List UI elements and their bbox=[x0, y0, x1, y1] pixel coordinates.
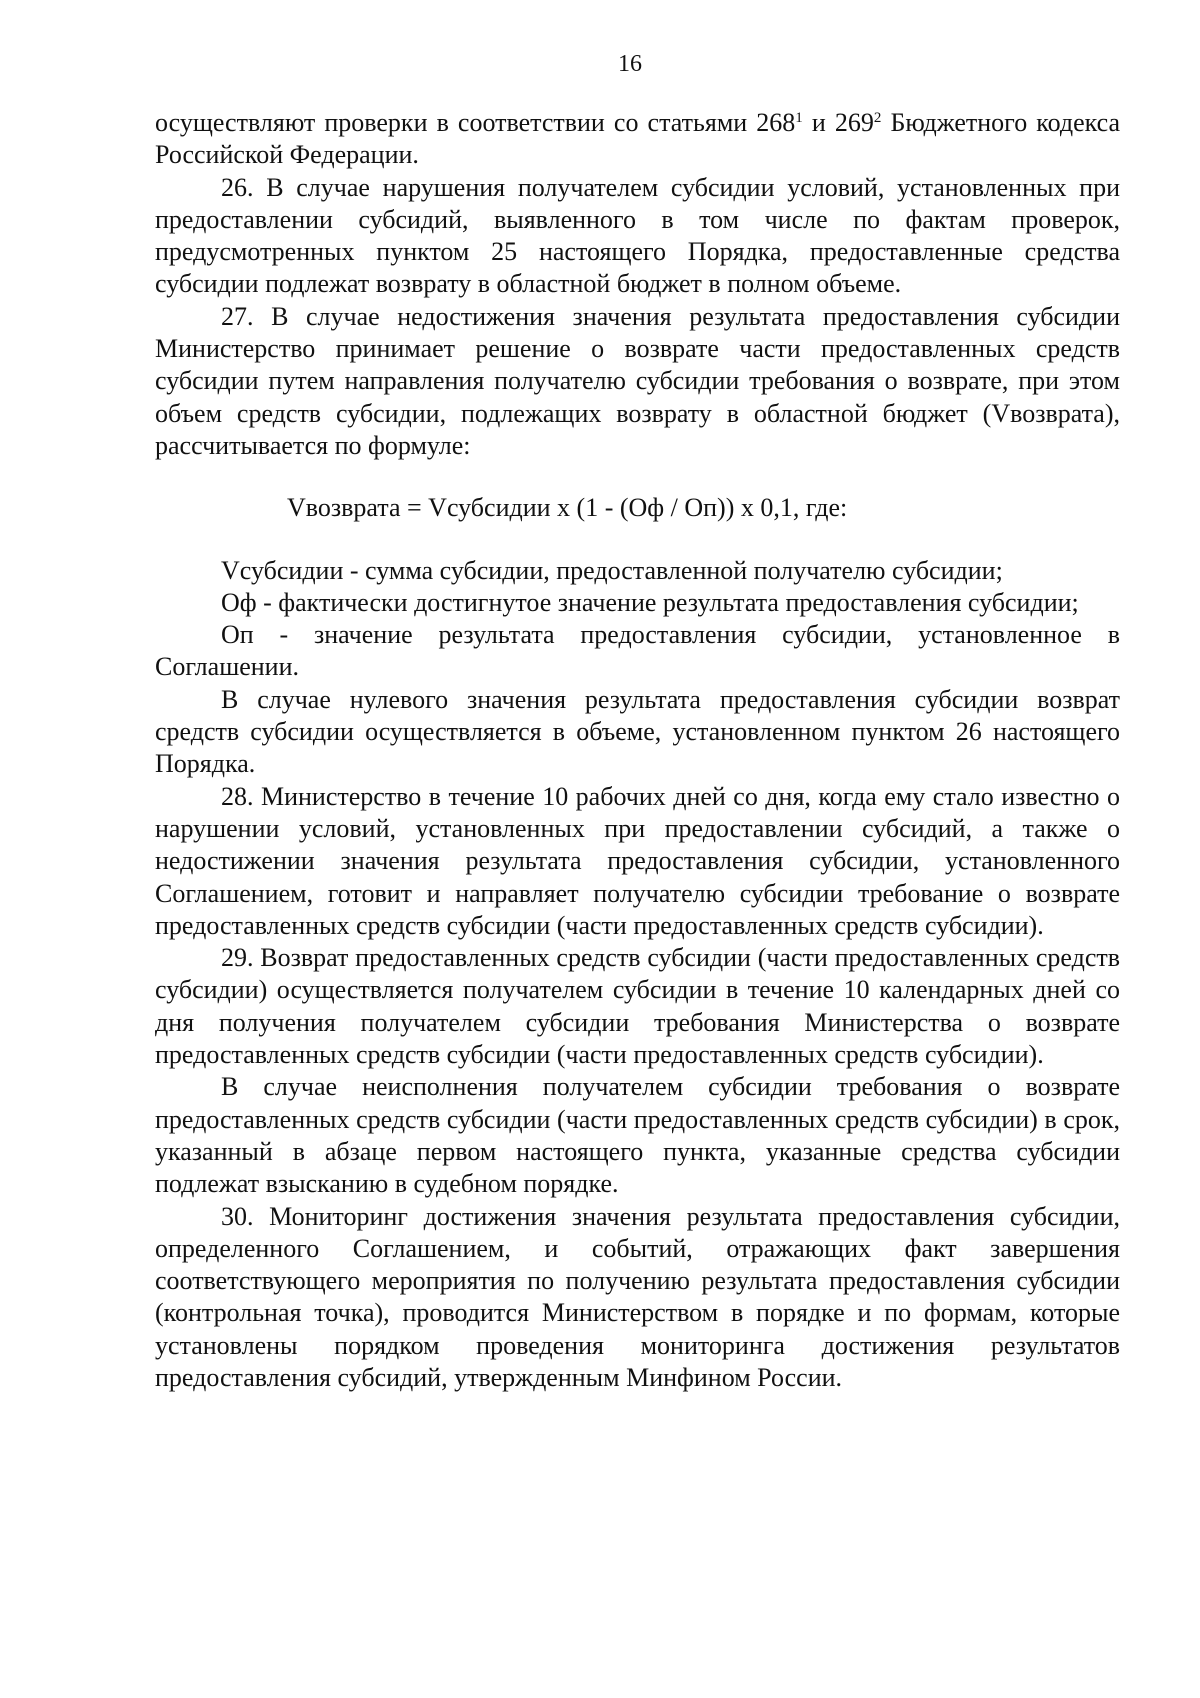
paragraph-29-second: В случае неисполнения получателем субсидии требования о возврате предоставленных средств субсидии (части предоставленных средств субсидии) в срок, указанный в абзаце первом настоящего пункта, указанные средства субсидии подлежат взысканию в судебном порядке. bbox=[155, 1072, 1120, 1199]
paragraph-30: 30. Мониторинг достижения значения результата предоставления субсидии, определенного Соглашением, и событий, отражающих факт завершения соответствующего мероприятия по получению результата предоставления субсидии (контрольная точка), проводится Министерством в порядке и по формам, которые установлены порядком проведения мониторинга достижения результатов предоставления субсидий, утвержденным Минфином России. bbox=[155, 1201, 1120, 1392]
page-number: 16 bbox=[618, 51, 642, 77]
definition-of: Оф - фактически достигнутое значение результата предоставления субсидии; bbox=[221, 587, 1079, 617]
formula: Vвозврата = Vсубсидии x (1 - (Оф / Оп)) x 0,1, где: bbox=[287, 493, 848, 523]
superscript-1: 1 bbox=[795, 110, 803, 126]
paragraph-29: 29. Возврат предоставленных средств субсидии (части предоставленных средств субсидии) осуществляется получателем субсидии в течение 10 календарных дней со дня получения получателем субсидии требования Министерства о возврате предоставленных средств субсидии (части предоставленных средств субсидии). bbox=[155, 943, 1120, 1070]
paragraph-zero-value: В случае нулевого значения результата предоставления субсидии возврат средств субсидии осуществляется в объеме, установленном пунктом 26 настоящего Порядка. bbox=[155, 684, 1120, 779]
definition-op: Оп - значение результата предоставления субсидии, установленное в Соглашении. bbox=[155, 620, 1120, 682]
superscript-2: 2 bbox=[873, 110, 882, 126]
definition-v-subsidii: Vсубсидии - сумма субсидии, предоставленной получателю субсидии; bbox=[221, 555, 1003, 585]
intro-text-c: Бюджетного кодекса Российской Федерации. bbox=[155, 108, 1120, 170]
intro-text-a: осуществляют проверки в соответствии со статьями 268 bbox=[155, 108, 796, 137]
paragraph-intro bbox=[155, 107, 1120, 172]
document-body bbox=[155, 107, 1120, 1394]
paragraph-26: 26. В случае нарушения получателем субсидии условий, установленных при предоставлении субсидий, выявленного в том числе по фактам проверок, предусмотренных пунктом 25 настоящего Порядка, предоставленные средства субсидии подлежат возврату в областной бюджет в полном объеме. bbox=[155, 172, 1120, 299]
paragraph-28: 28. Министерство в течение 10 рабочих дней со дня, когда ему стало известно о нарушении условий, установленных при предоставлении субсидий, а также о недостижении значения результата предоставления субсидии, установленного Соглашением, готовит и направляет получателю субсидии требование о возврате предоставленных средств субсидии (части предоставленных средств субсидии). bbox=[155, 781, 1120, 940]
paragraph-27: 27. В случае недостижения значения результата предоставления субсидии Министерство принимает решение о возврате части предоставленных средств субсидии путем направления получателю субсидии требования о возврате, при этом объем средств субсидии, подлежащих возврату в областной бюджет (Vвозврата), рассчитывается по формуле: bbox=[155, 301, 1120, 460]
intro-text-b: и 269 bbox=[802, 108, 874, 137]
